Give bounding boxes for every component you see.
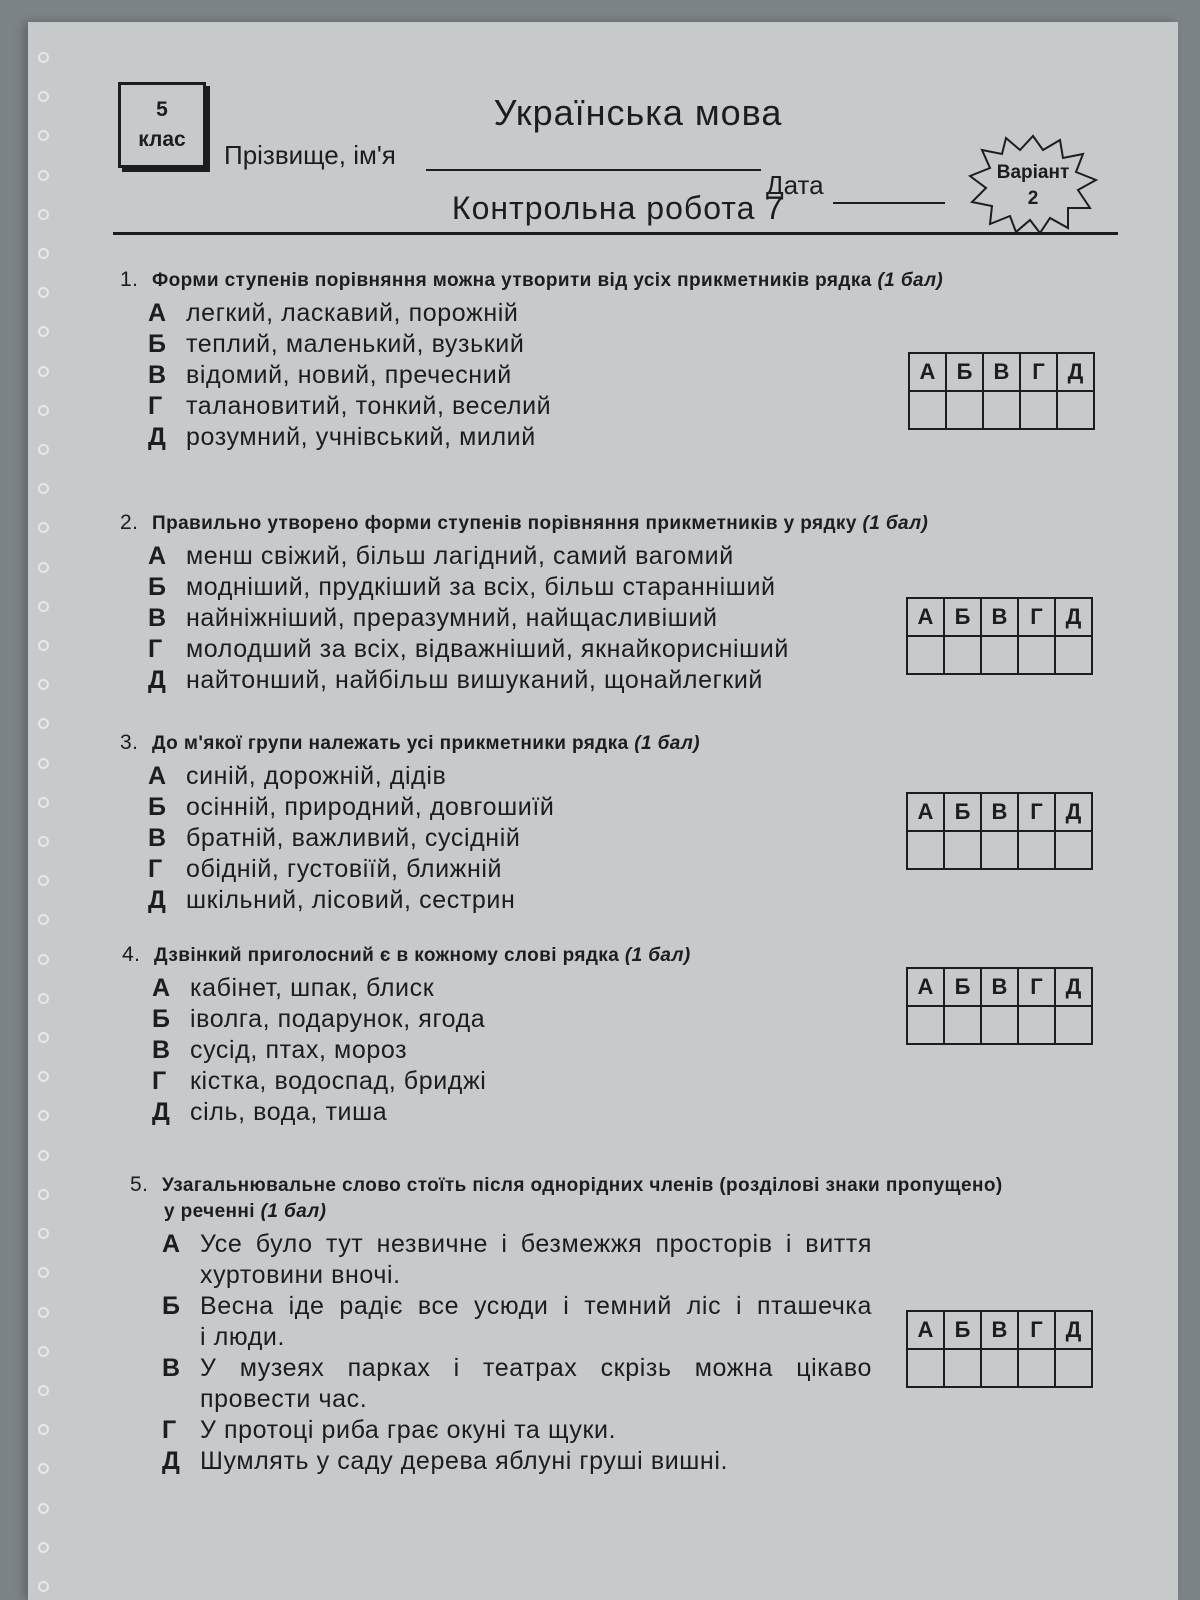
grid-header-a: А [907, 598, 944, 636]
grade-box [118, 82, 206, 168]
grid-header-v: В [981, 598, 1018, 636]
binding-hole [38, 170, 49, 181]
binding-hole [38, 287, 49, 298]
option-a[interactable] [148, 541, 1110, 572]
grid-header-b: Б [944, 793, 981, 831]
binding-hole [38, 326, 49, 337]
question-title-cont [130, 1199, 1120, 1225]
option-h[interactable] [152, 1066, 1112, 1097]
option-letter: Г [162, 1416, 177, 1444]
binding-hole [38, 1150, 49, 1161]
option-text-block [200, 1229, 872, 1291]
grid-header-h: Г [1018, 968, 1055, 1006]
grid-header-h: Г [1020, 353, 1057, 391]
binding-hole [38, 248, 49, 259]
question-title [120, 510, 1110, 537]
grid-header-v: В [983, 353, 1020, 391]
binding-hole [38, 483, 49, 494]
binding-hole [38, 522, 49, 533]
grid-header-b: Б [946, 353, 983, 391]
grid-header-a: А [909, 353, 946, 391]
option-letter: В [148, 824, 167, 852]
question-points: (1 бал) [862, 513, 929, 534]
binding-hole [38, 1071, 49, 1082]
question-text: Форми ступенів порівняння можна утворити від усіх прикметників рядка [152, 270, 872, 291]
grid-header-v: В [981, 793, 1018, 831]
option-letter: В [148, 604, 167, 632]
binding-hole [38, 1346, 49, 1357]
option-letter: А [162, 1230, 181, 1258]
question-title [120, 730, 1110, 757]
grid-header-a: А [907, 1311, 944, 1349]
option-text: кабінет, шпак, блиск [190, 974, 435, 1002]
grid-header-b: Б [944, 598, 981, 636]
question-number: 5. [130, 1173, 149, 1196]
option-letter: Д [148, 666, 167, 694]
binding-hole [38, 601, 49, 612]
binding-hole [38, 1581, 49, 1592]
grid-header-v: В [981, 1311, 1018, 1349]
option-text: сусід, птах, мороз [190, 1036, 408, 1064]
question-text: Правильно утворено форми ступенів порівняння прикметників у рядку [152, 513, 857, 534]
question-number: 3. [120, 731, 139, 754]
answer-cell[interactable] [1018, 1349, 1055, 1387]
option-text-block [200, 1291, 872, 1353]
grid-header-d: Д [1055, 968, 1092, 1006]
subject-title: Українська мова [493, 92, 783, 133]
option-v[interactable] [162, 1353, 872, 1415]
worksheet-page [28, 22, 1178, 1600]
option-text: синій, дорожній, дідів [186, 762, 447, 790]
question-text: Дзвінкий приголосний є в кожному слові рядка [154, 945, 620, 966]
option-letter: Г [148, 392, 163, 420]
binding-hole [38, 1542, 49, 1553]
grid-header-d: Д [1055, 598, 1092, 636]
option-text: Шумлять у саду дерева яблуні груші вишні. [200, 1447, 729, 1475]
answer-cell[interactable] [944, 1006, 981, 1044]
option-letter: Б [148, 330, 167, 358]
binding-hole [38, 993, 49, 1004]
grid-header-b: Б [944, 968, 981, 1006]
option-letter: Б [152, 1005, 171, 1033]
name-field-line[interactable] [426, 169, 761, 171]
work-title: Контрольна робота 7 [451, 190, 785, 226]
option-letter: Г [148, 635, 163, 663]
option-text: братній, важливий, сусідній [186, 824, 521, 852]
option-b[interactable] [162, 1291, 872, 1353]
option-text: відомий, новий, пречесний [186, 361, 512, 389]
binding-hole [38, 1267, 49, 1278]
option-text: провести час. [200, 1385, 368, 1413]
option-a[interactable] [148, 298, 1110, 329]
answer-cell[interactable] [944, 636, 981, 674]
option-h[interactable] [162, 1415, 872, 1446]
binding-hole [38, 52, 49, 63]
answer-cell[interactable] [983, 391, 1020, 429]
option-d[interactable] [162, 1446, 872, 1477]
grid-header-h: Г [1018, 598, 1055, 636]
option-text: кістка, водоспад, бриджі [190, 1067, 487, 1095]
grid-header-d: Д [1055, 1311, 1092, 1349]
question-points: (1 бал) [877, 270, 944, 291]
option-letter: Д [148, 886, 167, 914]
binding-hole [38, 405, 49, 416]
question-number: 1. [120, 268, 139, 291]
answer-cell[interactable] [907, 831, 944, 869]
answer-cell[interactable] [1020, 391, 1057, 429]
grid-header-a: А [907, 968, 944, 1006]
binding-hole [38, 679, 49, 690]
option-text: легкий, ласкавий, порожній [186, 299, 519, 327]
answer-grid-3 [906, 792, 1093, 870]
binding-hole [38, 836, 49, 847]
grid-header-h: Г [1018, 793, 1055, 831]
answer-cell[interactable] [981, 831, 1018, 869]
answer-cell[interactable] [1055, 831, 1092, 869]
option-letter: А [148, 762, 167, 790]
answer-cell[interactable] [944, 831, 981, 869]
answer-cell[interactable] [1018, 636, 1055, 674]
binding-hole [38, 1032, 49, 1043]
question-title [122, 942, 1112, 969]
option-text-block [200, 1353, 872, 1415]
option-letter: В [148, 361, 167, 389]
option-text: шкільний, лісовий, сестрин [186, 886, 516, 914]
binding-hole [38, 1424, 49, 1435]
option-letter: Б [148, 793, 167, 821]
binding-hole [38, 366, 49, 377]
binding-hole [38, 797, 49, 808]
option-letter: Д [148, 423, 167, 451]
binding-hole [38, 1228, 49, 1239]
answer-cell[interactable] [981, 1006, 1018, 1044]
binding-holes [38, 52, 58, 1592]
option-text: найтонший, найбільш вишуканий, щонайлегкий [186, 666, 763, 694]
answer-cell[interactable] [1057, 391, 1094, 429]
option-letter: Д [162, 1447, 181, 1475]
option-text: осінній, природний, довгошиїй [186, 793, 555, 821]
option-text: обідній, густовіїй, ближній [186, 855, 503, 883]
option-letter: Б [162, 1292, 181, 1320]
grid-header-d: Д [1055, 793, 1092, 831]
option-letter: В [162, 1354, 181, 1382]
binding-hole [38, 875, 49, 886]
name-label: Прізвище, ім'я [224, 140, 396, 170]
option-text: У музеях парках і театрах скрізь можна цікаво [200, 1354, 872, 1382]
variant-word: Варіант [996, 162, 1070, 183]
option-text: сіль, вода, тиша [190, 1098, 388, 1126]
answer-cell[interactable] [909, 391, 946, 429]
answer-cell[interactable] [981, 1349, 1018, 1387]
question-number: 2. [120, 511, 139, 534]
binding-hole [38, 914, 49, 925]
grid-header-h: Г [1018, 1311, 1055, 1349]
option-text: молодший за всіх, відважніший, якнайкорисніший [186, 635, 789, 663]
option-text: найніжніший, преразумний, найщасливіший [186, 604, 718, 632]
answer-cell[interactable] [1055, 1349, 1092, 1387]
binding-hole [38, 91, 49, 102]
option-d[interactable] [152, 1097, 1112, 1128]
answer-cell[interactable] [946, 391, 983, 429]
question-text-line2: у реченні [164, 1201, 255, 1222]
binding-hole [38, 954, 49, 965]
options-list [162, 1229, 872, 1477]
question-number: 4. [122, 943, 141, 966]
question-points: (1 бал) [624, 945, 691, 966]
binding-hole [38, 1463, 49, 1474]
option-letter: Г [148, 855, 163, 883]
question-text-line1: Узагальнювальне слово стоїть після однорідних членів (розділові знаки пропущено) [162, 1175, 1003, 1196]
answer-cell[interactable] [1055, 636, 1092, 674]
option-letter: Г [152, 1067, 167, 1095]
variant-label [978, 160, 1088, 212]
grid-header-v: В [981, 968, 1018, 1006]
answer-grid-4 [906, 967, 1093, 1045]
option-letter: Б [148, 573, 167, 601]
answer-grid-1 [908, 352, 1095, 430]
answer-cell[interactable] [907, 1006, 944, 1044]
answer-cell[interactable] [981, 636, 1018, 674]
binding-hole [38, 1385, 49, 1396]
option-text: розумний, учнівський, милий [186, 423, 536, 451]
binding-hole [38, 718, 49, 729]
option-text: іволга, подарунок, ягода [190, 1005, 486, 1033]
grid-header-b: Б [944, 1311, 981, 1349]
option-text: Весна іде радіє все усюди і темний ліс і пташечка [200, 1292, 872, 1320]
option-text: У протоці риба грає окуні та щуки. [200, 1416, 617, 1444]
answer-cell[interactable] [907, 1349, 944, 1387]
variant-number: 2 [1027, 188, 1039, 209]
option-a[interactable] [162, 1229, 872, 1291]
option-text: і люди. [200, 1323, 285, 1351]
answer-grid-5 [906, 1310, 1093, 1388]
grid-header-d: Д [1057, 353, 1094, 391]
question-title [130, 1172, 1120, 1199]
answer-cell[interactable] [1018, 831, 1055, 869]
answer-grid-2 [906, 597, 1093, 675]
option-text: модніший, прудкіший за всіх, більш старанніший [186, 573, 776, 601]
option-text: менш свіжий, більш лагідний, самий вагомий [186, 542, 734, 570]
option-text: Усе було тут незвичне і безмежжя просторів і виття [200, 1230, 872, 1258]
grade-number: 5 [156, 98, 168, 121]
answer-cell[interactable] [907, 636, 944, 674]
binding-hole [38, 640, 49, 651]
option-text: хуртовини вночі. [200, 1261, 401, 1289]
answer-cell[interactable] [1018, 1006, 1055, 1044]
question-title [120, 267, 1110, 294]
answer-cell[interactable] [944, 1349, 981, 1387]
option-letter: Д [152, 1098, 171, 1126]
option-letter: А [148, 299, 167, 327]
binding-hole [38, 1110, 49, 1121]
binding-hole [38, 1307, 49, 1318]
date-field-line[interactable] [833, 202, 945, 204]
option-d[interactable] [148, 885, 1110, 916]
binding-hole [38, 209, 49, 220]
option-letter: А [148, 542, 167, 570]
binding-hole [38, 1189, 49, 1200]
option-text: талановитий, тонкий, веселий [186, 392, 552, 420]
option-a[interactable] [148, 761, 1110, 792]
grid-header-a: А [907, 793, 944, 831]
question-text: До м'якої групи належать усі прикметники рядка [152, 733, 629, 754]
date-label: Дата [766, 170, 824, 200]
question-points: (1 бал) [260, 1201, 327, 1222]
binding-hole [38, 758, 49, 769]
option-letter: А [152, 974, 171, 1002]
header-divider [113, 232, 1118, 235]
binding-hole [38, 1503, 49, 1514]
question-points: (1 бал) [634, 733, 700, 754]
option-letter: В [152, 1036, 171, 1064]
option-text: теплий, маленький, вузький [186, 330, 525, 358]
binding-hole [38, 444, 49, 455]
binding-hole [38, 562, 49, 573]
grade-word: клас [138, 128, 186, 151]
answer-cell[interactable] [1055, 1006, 1092, 1044]
binding-hole [38, 130, 49, 141]
